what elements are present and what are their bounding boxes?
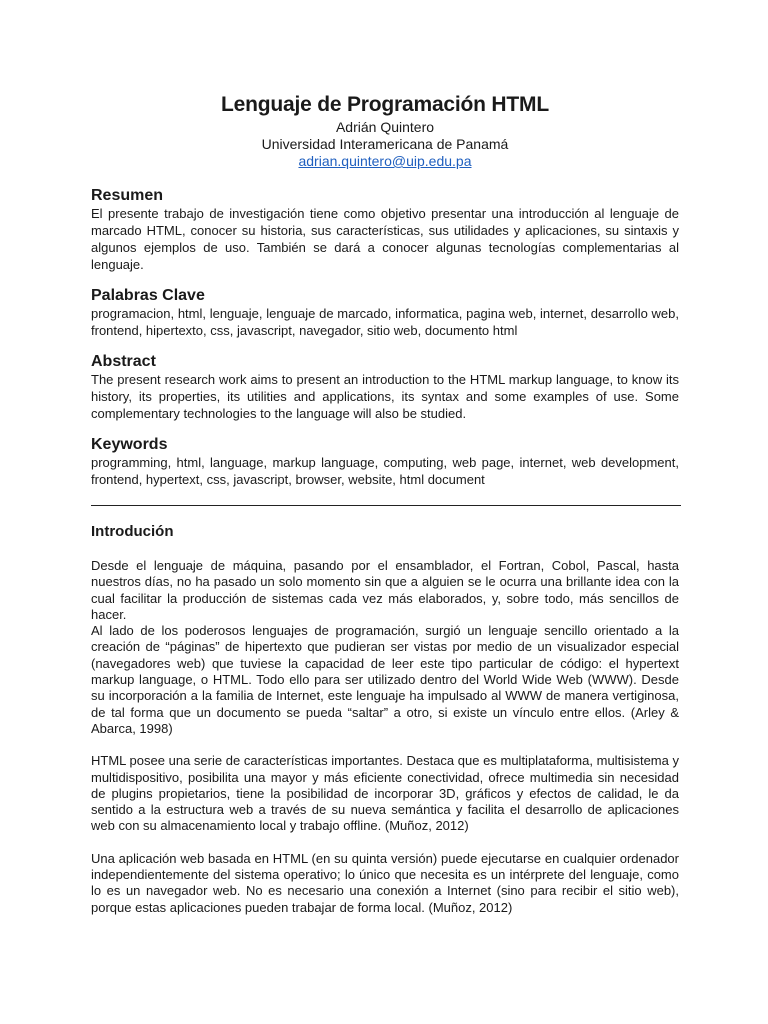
intro-paragraph: Al lado de los poderosos lenguajes de programación, surgió un lenguaje sencillo orientado a la creación de “páginas” de hipertexto que pudieran ser vistas por medio de un visualizador especial (navegadores web) que tuviese la capacidad de leer este tipo particular de código: el hypertext markup language, o HTML. Todo ello para ser utilizado dentro del World Wide Web (WWW). Desde su incorporación a la familia de Internet, este lenguaje ha impulsado al WWW de manera vertiginosa, de tal forma que un documento se pueda “saltar” a otro, si existe un vínculo entre ellos. (Arley & Abarca, 1998) xyxy=(91,623,679,736)
intro-paragraph: Una aplicación web basada en HTML (en su quinta versión) puede ejecutarse en cualquier ordenador independientemente del sistema operativo; lo único que necesita es un intérprete del lenguaje, como lo es un navegador web. No es necesario una conexión a Internet (sino para recibir el sitio web), porque estas aplicaciones pueden trabajar de forma local. (Muñoz, 2012) xyxy=(91,850,679,915)
section-divider xyxy=(91,505,681,506)
resumen-heading: Resumen xyxy=(91,187,164,204)
author-name: Adrián Quintero xyxy=(335,119,435,135)
paper-title: Lenguaje de Programación HTML xyxy=(221,93,549,116)
palabras-clave-section xyxy=(91,286,679,339)
abstract-text: The present research work aims to present an introduction to the HTML markup language, to know its history, its properties, its utilities and applications, its syntax and some examples of use. Some complementary technologies to the language will also be studied. xyxy=(91,372,679,421)
resumen-text: El presente trabajo de investigación tiene como objetivo presentar una introducción al lenguaje de marcado HTML, conocer su historia, sus características, sus utilidades y aplicaciones, su sintaxis y algunos ejemplos de uso. También se dará a conocer algunas tecnologías complementarias al lenguaje. xyxy=(91,206,679,272)
palabras-clave-heading: Palabras Clave xyxy=(91,287,205,304)
introduccion-section xyxy=(91,522,679,916)
intro-paragraph: HTML posee una serie de características importantes. Destaca que es multiplataforma, multisistema y multidispositivo, posibilita una mayor y más eficiente conectividad, ofrece multimedia sin necesidad de plugins propietarios, tiene la posibilidad de incorporar 3D, gráficos y efectos de calidad, le da sentido a la estructura web a través de su nueva semántica y facilita el desarrollo de aplicaciones web con su almacenamiento local y trabajo offline. (Muñoz, 2012) xyxy=(91,753,679,834)
keywords-text: programming, html, language, markup language, computing, web page, internet, web development, frontend, hypertext, css, javascript, browser, website, html document xyxy=(91,455,679,487)
author-institution: Universidad Interamericana de Panamá xyxy=(261,136,509,152)
keywords-section xyxy=(91,435,679,488)
resumen-section xyxy=(91,186,679,273)
author-email-link[interactable]: adrian.quintero@uip.edu.pa xyxy=(298,153,472,169)
introduccion-heading: Introdución xyxy=(91,523,174,540)
author-block xyxy=(91,119,679,170)
document-page xyxy=(91,92,679,916)
abstract-heading: Abstract xyxy=(91,353,156,370)
palabras-clave-text: programacion, html, lenguaje, lenguaje de marcado, informatica, pagina web, internet, desarrollo web, frontend, hipertexto, css, javascript, navegador, sitio web, documento html xyxy=(91,306,679,338)
keywords-heading: Keywords xyxy=(91,436,168,453)
intro-paragraph: Desde el lenguaje de máquina, pasando por el ensamblador, el Fortran, Cobol, Pascal, hasta nuestros días, no ha pasado un solo momento sin que a alguien se le ocurra una brillante idea con la cual facilitar la producción de sistemas cada vez más elaborados, y, sobre todo, más sencillos de hacer. xyxy=(91,558,679,622)
abstract-section xyxy=(91,352,679,422)
